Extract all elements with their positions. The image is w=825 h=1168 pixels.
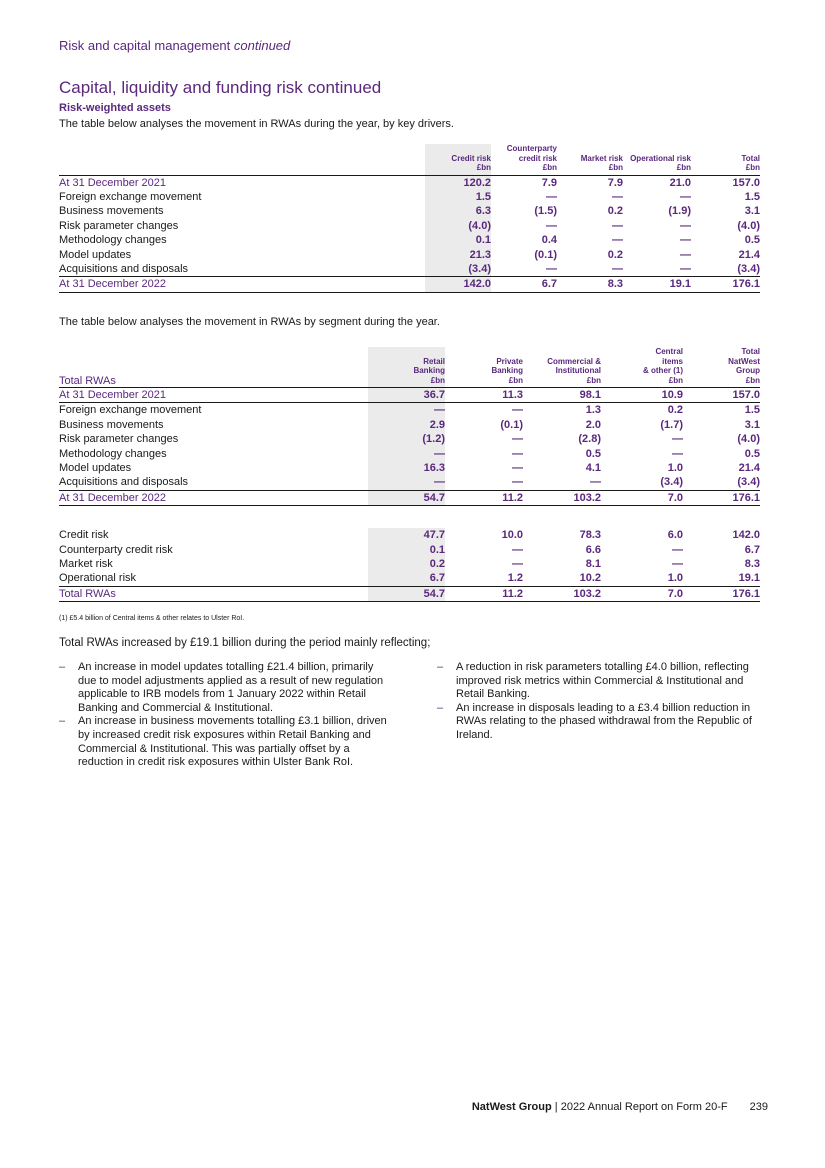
table-cell: 1.0 [667, 462, 683, 475]
column-header-line: NatWest [728, 356, 760, 366]
table-cell: 6.7 [491, 277, 557, 292]
table-row [59, 475, 760, 490]
table-cell: — [368, 403, 445, 418]
column-header-line: £bn [586, 375, 601, 385]
table-cell: — [368, 475, 445, 490]
row-label: Methodology changes [59, 447, 167, 460]
table-row [59, 403, 760, 418]
row-label: Business movements [59, 205, 164, 218]
table-cell: 1.0 [667, 572, 683, 585]
table-cell: 6.0 [667, 529, 683, 542]
bullet-item [59, 661, 389, 715]
column-header [623, 144, 691, 175]
table-cell: 3.1 [744, 418, 760, 431]
column-header-line: items [662, 356, 683, 366]
bullet-marker: – [59, 715, 66, 728]
table-cell: (2.8) [578, 433, 601, 446]
table-cell: — [672, 558, 683, 571]
bullet-list-right [437, 661, 757, 743]
table-cell: (3.4) [737, 262, 760, 275]
column-header [691, 144, 760, 175]
row-label: At 31 December 2022 [59, 490, 368, 505]
bullet-text: A reduction in risk parameters totalling £4.0 billion, reflecting improved risk metrics within Commercial & Institutional and Retail Banking. [456, 661, 749, 701]
table-cell: 1.2 [507, 572, 523, 585]
table-cell: 142.0 [732, 529, 760, 542]
subsection-title: Risk-weighted assets [59, 102, 171, 114]
table-cell: 21.4 [738, 462, 760, 475]
table-cell: 0.2 [607, 248, 623, 261]
table-cell: 0.2 [368, 557, 445, 571]
table-cell: (1.2) [368, 432, 445, 446]
table-row [59, 175, 760, 190]
table-cell: (3.4) [737, 476, 760, 489]
table-cell: 6.3 [425, 204, 491, 218]
bullet-item [437, 702, 757, 743]
table-cell: 36.7 [368, 388, 445, 403]
column-header [523, 347, 601, 388]
rwa-segment-table [59, 347, 760, 602]
table-cell: 10.2 [579, 572, 601, 585]
column-header-line: £bn [676, 163, 691, 172]
row-label: Model updates [59, 462, 132, 475]
column-header-line: Retail [423, 356, 445, 366]
table-cell: 176.1 [691, 277, 760, 292]
column-header-line: Total [741, 153, 760, 163]
table-cell: — [512, 476, 523, 489]
table-cell: 3.1 [744, 205, 760, 218]
column-header-line: Institutional [555, 366, 601, 375]
table-cell: 6.6 [585, 543, 601, 556]
table-cell: 103.2 [523, 586, 601, 601]
header-title: Risk and capital management [59, 38, 231, 53]
column-header [557, 144, 623, 175]
table-cell: — [546, 190, 557, 203]
table-cell: 19.1 [623, 277, 691, 292]
header-suffix: continued [233, 38, 291, 53]
column-header-line: £bn [745, 163, 760, 172]
table-cell: 1.5 [683, 403, 760, 418]
table-cell: 0.5 [744, 447, 760, 460]
table-cell: — [612, 262, 623, 275]
table-cell: — [445, 403, 523, 418]
table-cell: 157.0 [691, 175, 760, 190]
table-cell: 0.5 [585, 447, 601, 460]
footer-report: 2022 Annual Report on Form 20-F [560, 1101, 728, 1113]
table-cell: 1.3 [523, 403, 601, 418]
table-cell: — [672, 433, 683, 446]
footer-separator: | [551, 1101, 561, 1113]
row-label: Model updates [59, 248, 132, 261]
row-label: At 31 December 2021 [59, 388, 368, 403]
table-row [59, 432, 760, 446]
table-cell: 11.2 [445, 490, 523, 505]
table-cell: 176.1 [683, 586, 760, 601]
column-header-line: Counterparty [506, 144, 557, 153]
table-cell: 6.7 [744, 543, 760, 556]
corner-label [59, 144, 425, 175]
table-row [59, 461, 760, 475]
column-header [491, 144, 557, 175]
column-header-line: credit risk [518, 153, 557, 163]
table-cell: 2.9 [368, 418, 445, 432]
table-cell: 54.7 [368, 586, 445, 601]
row-label: Methodology changes [59, 234, 167, 247]
table-cell: (1.7) [660, 418, 683, 431]
column-header-line: Credit risk [451, 153, 491, 163]
table-cell: — [672, 543, 683, 556]
table-cell: 21.3 [425, 248, 491, 262]
column-header-line: Banking [491, 366, 523, 375]
table-cell: — [672, 447, 683, 460]
bullet-text: An increase in model updates totalling £21.4 billion, primarily due to model adjustments applied as a result of new regulation applicable to IRB models from 1 January 2022 within Retail Banking and Commercial & Institutional. [78, 661, 384, 714]
row-label: Foreign exchange movement [59, 403, 368, 418]
table-cell: 7.9 [491, 175, 557, 190]
table-row [59, 233, 760, 247]
table-cell: 21.0 [623, 175, 691, 190]
column-header-line: £bn [476, 163, 491, 172]
table-cell: (3.4) [660, 476, 683, 489]
table-row [59, 262, 760, 277]
table-row [59, 557, 760, 571]
table-cell: 0.2 [607, 205, 623, 218]
bullet-marker: – [437, 701, 444, 714]
bullet-text: An increase in business movements totalling £3.1 billion, driven by increased credit risk exposures within Retail Banking and Commercial & Institutional. This was partially offset by a reduction in credit risk exposures within Ulster Bank RoI. [78, 715, 387, 769]
table-cell: 4.1 [585, 462, 601, 475]
table-cell: (0.1) [500, 418, 523, 431]
row-label: Business movements [59, 418, 164, 431]
table-cell: 16.3 [368, 461, 445, 475]
table-row [59, 418, 760, 432]
column-header-line: Banking [413, 366, 445, 375]
column-header-line: Total [741, 347, 760, 356]
row-label: Operational risk [59, 572, 137, 585]
bullet-list-left [59, 661, 389, 770]
column-header-line: £bn [542, 163, 557, 172]
table-cell: 0.5 [744, 234, 760, 247]
section-title: Capital, liquidity and funding risk continued [59, 78, 382, 97]
table-cell: 7.0 [601, 490, 683, 505]
table-cell: 7.0 [601, 586, 683, 601]
row-label: Counterparty credit risk [59, 543, 173, 556]
column-header [368, 347, 445, 388]
row-label: Market risk [59, 558, 113, 571]
table-row [59, 447, 760, 461]
table-cell: 0.4 [541, 234, 557, 247]
row-label: Credit risk [59, 529, 109, 542]
column-header-line: Operational risk [630, 153, 691, 163]
table-cell: (4.0) [737, 433, 760, 446]
column-header-line: £bn [668, 375, 683, 385]
column-header-line: & other (1) [643, 366, 683, 375]
table-cell: 142.0 [425, 277, 491, 292]
table-cell: — [680, 190, 691, 203]
table-row [59, 388, 760, 403]
spacer-cell [59, 506, 760, 529]
table-cell: 10.0 [501, 529, 523, 542]
table-cell: 1.5 [744, 190, 760, 203]
bullet-marker: – [59, 661, 66, 673]
table-cell: — [512, 447, 523, 460]
table-cell: 8.3 [557, 277, 623, 292]
rwa-drivers-table [59, 144, 760, 293]
table-cell: — [612, 234, 623, 247]
table-cell: 0.2 [601, 403, 683, 418]
table-cell: 120.2 [425, 175, 491, 190]
table-cell: 0.1 [425, 233, 491, 247]
table-cell: 78.3 [579, 529, 601, 542]
table-cell: — [546, 262, 557, 275]
table-cell: 8.3 [744, 558, 760, 571]
table-cell: — [680, 234, 691, 247]
row-label: Foreign exchange movement [59, 190, 202, 203]
table-cell: — [546, 219, 557, 232]
table2-intro: The table below analyses the movement in RWAs by segment during the year. [59, 316, 440, 328]
table-cell: — [512, 558, 523, 571]
table-cell: — [512, 462, 523, 475]
column-header-line: £bn [430, 375, 445, 385]
table-cell: — [590, 476, 601, 489]
table-cell: — [612, 219, 623, 232]
table-cell: 103.2 [523, 490, 601, 505]
table-cell: 54.7 [368, 490, 445, 505]
table-cell: 157.0 [683, 388, 760, 403]
table-row [59, 543, 760, 557]
table-cell: 6.7 [368, 571, 445, 586]
bullet-item [437, 661, 757, 702]
table-cell: 47.7 [368, 528, 445, 542]
column-header-line: £bn [745, 375, 760, 385]
table-row [59, 190, 760, 204]
table-cell: 8.1 [585, 558, 601, 571]
table-cell: 1.5 [425, 190, 491, 204]
row-label: Total RWAs [59, 586, 368, 601]
table1-intro: The table below analyses the movement in RWAs during the year, by key drivers. [59, 118, 454, 130]
table-cell: (4.0) [425, 219, 491, 233]
table-cell: 176.1 [683, 490, 760, 505]
table-cell: — [512, 543, 523, 556]
table-cell: 2.0 [585, 418, 601, 431]
summary-text: Total RWAs increased by £19.1 billion during the period mainly reflecting; [59, 637, 431, 649]
column-header [425, 144, 491, 175]
page-number: 239 [749, 1101, 768, 1113]
row-label: Risk parameter changes [59, 219, 179, 232]
table-row [59, 204, 760, 218]
footer-brand: NatWest Group [471, 1101, 552, 1113]
table-cell: 98.1 [523, 388, 601, 403]
table-row [59, 219, 760, 233]
table-cell: 21.4 [738, 248, 760, 261]
column-header-line: Commercial & [547, 356, 601, 366]
corner-label: Total RWAs [59, 374, 116, 387]
table-row [59, 586, 760, 601]
column-header-line: Central [655, 347, 683, 356]
row-label: Risk parameter changes [59, 433, 179, 446]
row-label: At 31 December 2022 [59, 277, 425, 292]
table-row [59, 277, 760, 292]
table-cell: (4.0) [737, 219, 760, 232]
table-cell: 11.2 [445, 586, 523, 601]
column-header [683, 347, 760, 388]
table-row [59, 248, 760, 262]
table-row [59, 490, 760, 505]
table-cell: 0.1 [368, 543, 445, 557]
table-cell: — [680, 262, 691, 275]
table-cell: — [512, 433, 523, 446]
footnote: (1) £5.4 billion of Central items & other relates to Ulster RoI. [59, 615, 245, 622]
column-header-line: Group [736, 366, 760, 375]
page-header [59, 38, 290, 53]
table-cell: — [680, 219, 691, 232]
table-cell: — [368, 447, 445, 461]
table-cell: (1.9) [668, 205, 691, 218]
table-cell: 10.9 [601, 388, 683, 403]
row-label: Acquisitions and disposals [59, 262, 189, 275]
table-cell: 19.1 [738, 572, 760, 585]
table-row [59, 528, 760, 542]
column-header-line: Market risk [580, 153, 623, 163]
table-cell: 7.9 [557, 175, 623, 190]
bullet-text: An increase in disposals leading to a £3.4 billion reduction in RWAs relating to the phased withdrawal from the Republic of Ireland. [456, 701, 752, 741]
table-cell: — [612, 190, 623, 203]
table-cell: (1.5) [534, 205, 557, 218]
column-header-line: £bn [508, 375, 523, 385]
table-cell: (3.4) [425, 262, 491, 277]
bullet-item [59, 715, 389, 769]
spacer-row [59, 506, 760, 529]
table-cell: 11.3 [445, 388, 523, 403]
table-cell: — [680, 248, 691, 261]
table-cell: (0.1) [534, 248, 557, 261]
row-label: At 31 December 2021 [59, 175, 425, 190]
bullet-marker: – [437, 661, 444, 673]
row-label: Acquisitions and disposals [59, 476, 189, 489]
column-header-line: Private [496, 356, 523, 366]
page-footer [472, 1101, 768, 1113]
column-header [601, 347, 683, 388]
column-header-line: £bn [608, 163, 623, 172]
column-header [445, 347, 523, 388]
table-row [59, 571, 760, 586]
